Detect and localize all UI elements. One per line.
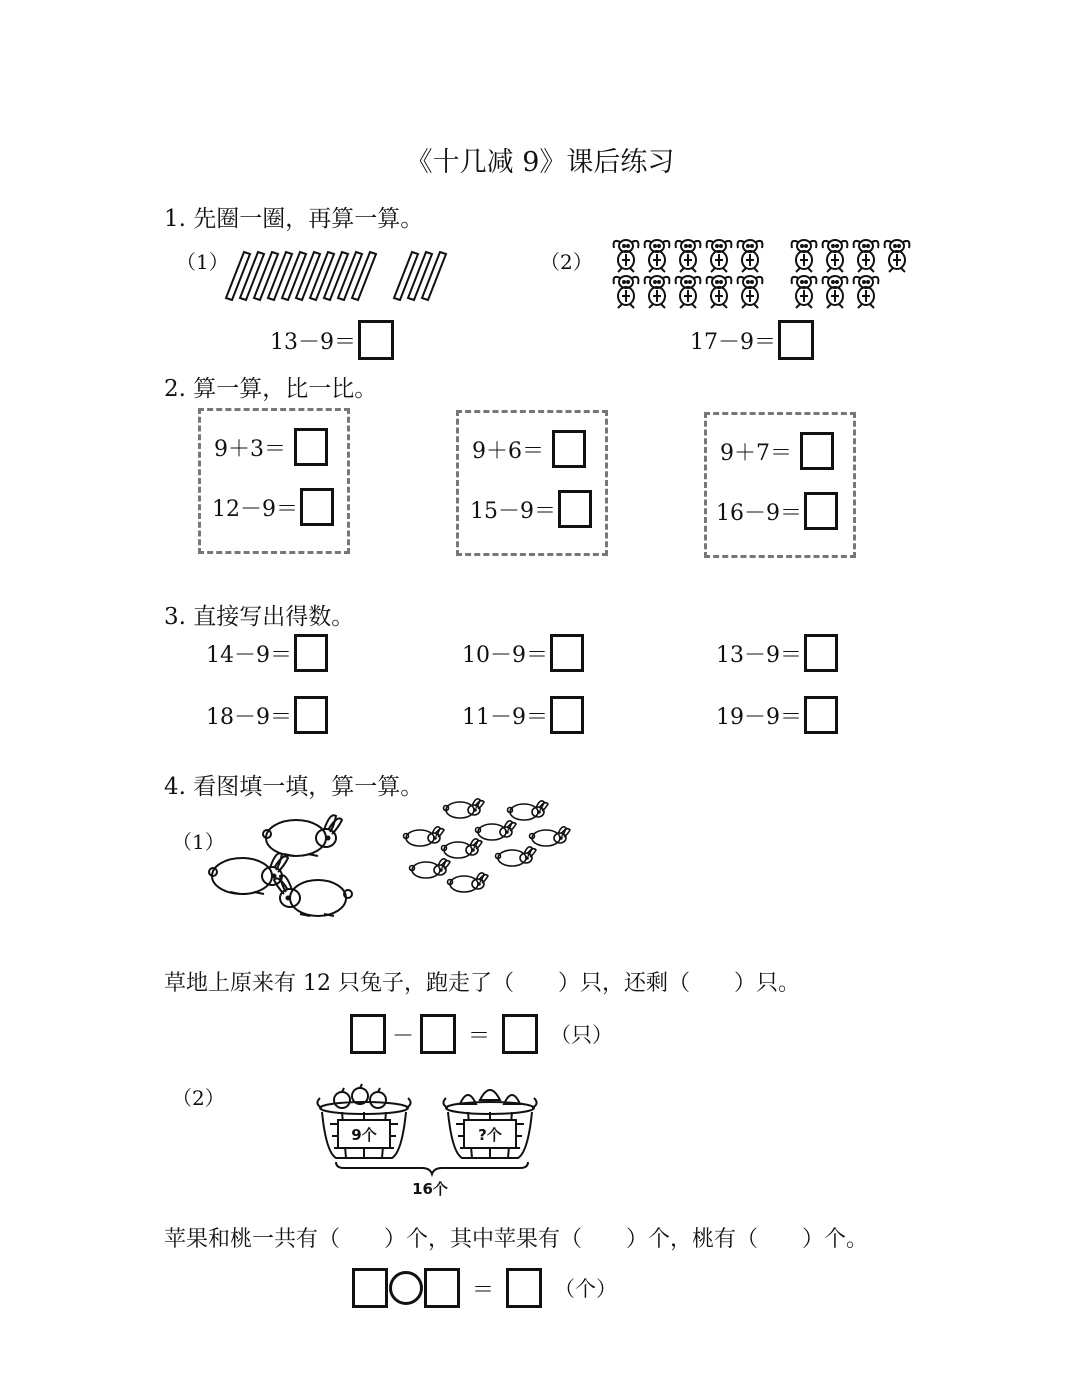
answer-box[interactable] (550, 696, 584, 734)
answer-box[interactable] (804, 696, 838, 734)
page-title: 《十几减 9》课后练习 (405, 147, 675, 178)
q4-part2-label: （2） (172, 1086, 225, 1110)
q2-heading: 2. 算一算，比一比。 (164, 376, 378, 402)
fruit-baskets-illustration (316, 1078, 546, 1162)
dog (854, 276, 879, 308)
small-rabbit (442, 839, 483, 858)
basket-right-label: ?个 (478, 1126, 502, 1144)
answer-box[interactable] (300, 488, 334, 526)
answer-box[interactable] (550, 634, 584, 672)
stick (268, 252, 292, 300)
q3-r1-c3: 13－9＝ (716, 642, 802, 668)
answer-box[interactable] (804, 492, 838, 530)
dog (792, 240, 817, 272)
q2-g1-b: 12－9＝ (212, 496, 298, 522)
dog (614, 240, 639, 272)
dog (823, 240, 848, 272)
stick (226, 252, 250, 300)
stick (394, 252, 418, 300)
answer-box[interactable] (804, 634, 838, 672)
dog (854, 240, 879, 272)
dog (707, 276, 732, 308)
answer-box[interactable] (352, 1268, 388, 1308)
dog (792, 276, 817, 308)
dog (738, 240, 763, 272)
q2-g3-b: 16－9＝ (716, 500, 802, 526)
q1-heading: 1. 先圈一圈，再算一算。 (164, 206, 424, 232)
stick (422, 252, 446, 300)
small-rabbit (410, 859, 451, 878)
answer-box[interactable] (552, 430, 586, 468)
equals-sign: ＝ (472, 1277, 495, 1303)
dog (738, 276, 763, 308)
q4-sentence1: 草地上原来有 12 只兔子，跑走了（ ）只，还剩（ ）只。 (164, 971, 800, 996)
dogs-illustration (610, 236, 920, 312)
answer-box[interactable] (502, 1014, 538, 1054)
answer-box[interactable] (506, 1268, 542, 1308)
q1-part1-label: （1） (176, 250, 229, 274)
answer-box[interactable] (358, 320, 394, 360)
stick (254, 252, 278, 300)
q4-part1-label: （1） (172, 830, 225, 854)
stick (296, 252, 320, 300)
q1-eq1: 13－9＝ (270, 329, 356, 355)
answer-box[interactable] (558, 490, 592, 528)
stick (352, 252, 376, 300)
stick (282, 252, 306, 300)
small-rabbit (530, 827, 571, 846)
answer-box[interactable] (294, 428, 328, 466)
stick (310, 252, 334, 300)
dog (676, 276, 701, 308)
equals-sign: ＝ (468, 1023, 491, 1049)
stick (408, 252, 432, 300)
q3-r2-c1: 18－9＝ (206, 704, 292, 730)
q3-heading: 3. 直接写出得数。 (164, 604, 355, 630)
sticks-illustration (224, 246, 454, 306)
small-rabbit (496, 847, 537, 866)
minus-sign: － (392, 1023, 415, 1049)
answer-box[interactable] (778, 320, 814, 360)
q2-g3-a: 9＋7＝ (720, 440, 792, 466)
q4-sentence2: 苹果和桃一共有（ ）个，其中苹果有（ ）个，桃有（ ）个。 (164, 1227, 869, 1252)
q3-r1-c1: 14－9＝ (206, 642, 292, 668)
dog (885, 240, 910, 272)
q3-r2-c3: 19－9＝ (716, 704, 802, 730)
dog (614, 276, 639, 308)
dog (645, 240, 670, 272)
answer-box[interactable] (294, 696, 328, 734)
stick (240, 252, 264, 300)
unit-label: （只） (550, 1023, 614, 1047)
q1-eq2: 17－9＝ (690, 329, 776, 355)
q4-heading: 4. 看图填一填，算一算。 (164, 774, 424, 800)
q2-g1-a: 9＋3＝ (214, 436, 286, 462)
answer-box[interactable] (294, 634, 328, 672)
q2-g2-b: 15－9＝ (470, 498, 556, 524)
dog (823, 276, 848, 308)
answer-box[interactable] (424, 1268, 460, 1308)
total-bracket (334, 1160, 530, 1200)
stick (324, 252, 348, 300)
total-label: 16个 (412, 1180, 448, 1198)
dog (645, 276, 670, 308)
dog (707, 240, 732, 272)
q3-r1-c2: 10－9＝ (462, 642, 548, 668)
answer-box[interactable] (800, 432, 834, 470)
operator-circle[interactable] (389, 1271, 423, 1305)
stick (338, 252, 362, 300)
basket-left-label: 9个 (351, 1126, 377, 1144)
dog (676, 240, 701, 272)
answer-box[interactable] (350, 1014, 386, 1054)
rabbits-ran-away-illustration (404, 792, 578, 900)
unit-label: （个） (554, 1277, 618, 1301)
small-rabbit (404, 827, 445, 846)
small-rabbit (448, 873, 489, 892)
rabbits-remaining-illustration (206, 806, 356, 926)
small-rabbit (508, 801, 549, 820)
small-rabbit (444, 799, 485, 818)
answer-box[interactable] (420, 1014, 456, 1054)
q3-r2-c2: 11－9＝ (462, 704, 548, 730)
q1-part2-label: （2） (540, 250, 593, 274)
q2-g2-a: 9＋6＝ (472, 438, 544, 464)
small-rabbit (476, 821, 517, 840)
